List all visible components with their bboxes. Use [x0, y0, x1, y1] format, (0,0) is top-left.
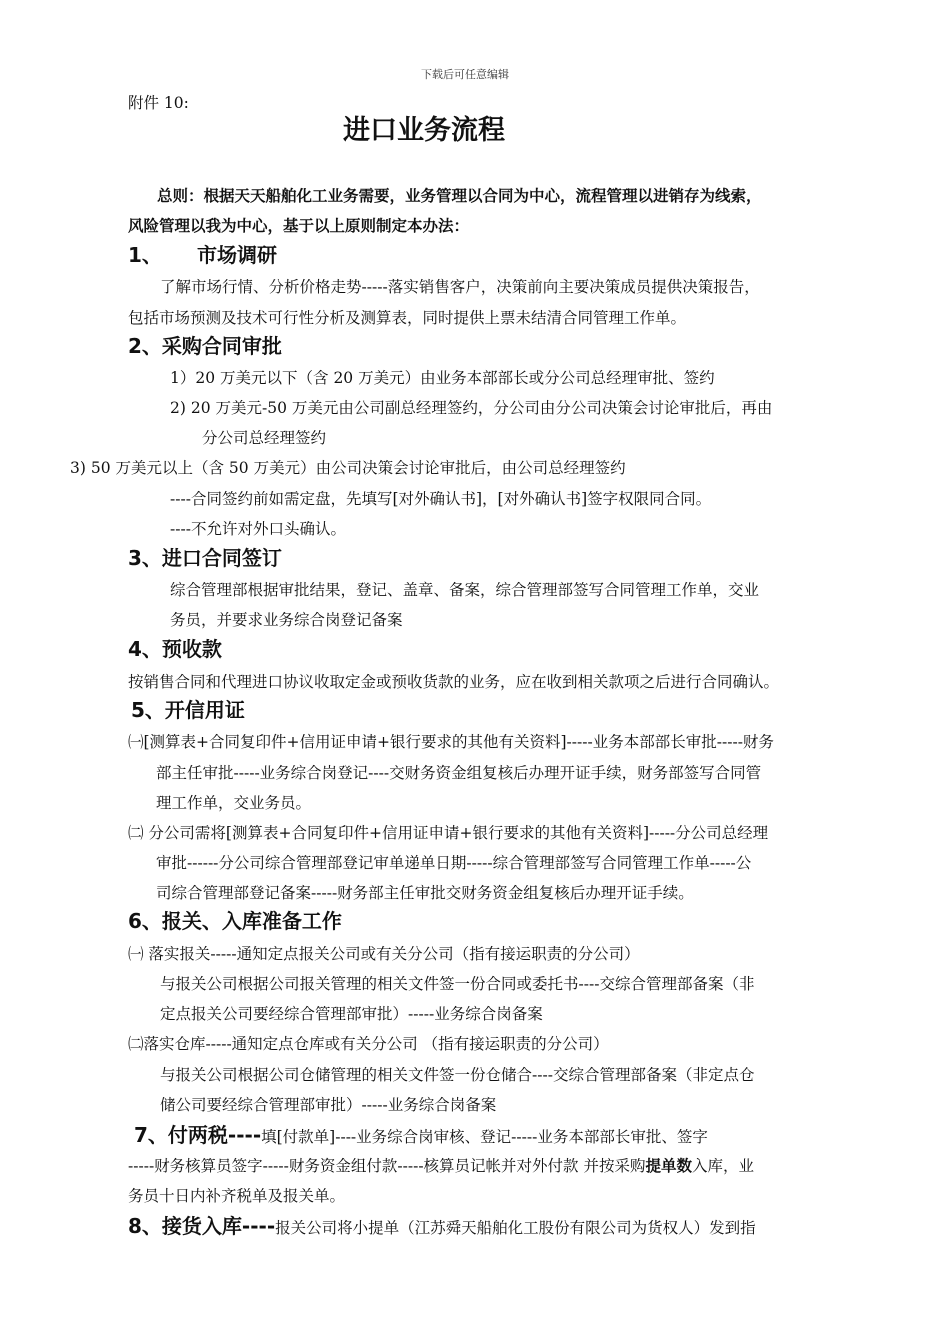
section-3-line-2: 务员，并要求业务综合岗登记备案 — [170, 611, 403, 629]
section-1-heading-text: 市场调研 — [197, 243, 277, 267]
header-note: 下载后可任意编辑 — [421, 68, 509, 81]
section-1-heading-num: 1、 — [128, 243, 162, 267]
section-5-p1-line-1: ㈠[测算表+合同复印件+信用证申请+银行要求的其他有关资料]-----业务本部部长审批-----财务 — [128, 733, 774, 751]
intro-line-1: 总则：根据天天船舶化工业务需要，业务管理以合同为中心，流程管理以进销存为线索， — [157, 186, 762, 205]
section-6-heading: 6、报关、入库准备工作 — [128, 909, 342, 933]
section-7-line-2a: -----财务核算员签字-----财务资金组付款-----核算员记帐并对外付款 并按采购 — [128, 1157, 646, 1175]
section-7-line-3: 务员十日内补齐税单及报关单。 — [128, 1187, 346, 1205]
section-6-p1-line-3: 定点报关公司要经综合管理部审批）-----业务综合岗备案 — [160, 1005, 543, 1023]
section-5-p2-line-1: ㈡ 分公司需将[测算表+合同复印件+信用证申请+银行要求的其他有关资料]-----分公司总经理 — [128, 824, 769, 842]
section-6-p1-line-2: 与报关公司根据公司报关管理的相关文件签一份合同或委托书----交综合管理部备案（非 — [160, 975, 755, 993]
section-1-line-2: 包括市场预测及技术可行性分析及测算表，同时提供上票未结清合同管理工作单。 — [128, 309, 687, 327]
section-7-line-2c: 入库，业 — [692, 1157, 755, 1175]
page-title: 进口业务流程 — [343, 115, 505, 146]
section-2-item-1: 1）20 万美元以下（含 20 万美元）由业务本部部长或分公司总经理审批、签约 — [170, 369, 715, 387]
section-2-item-3: 3) 50 万美元以上（含 50 万美元）由公司决策会讨论审批后，由公司总经理签约 — [70, 459, 626, 477]
intro-line-2: 风险管理以我为中心，基于以上原则制定本办法： — [128, 216, 470, 235]
section-6-p2-line-1: ㈡落实仓库-----通知定点仓库或有关分公司 （指有接运职责的分公司） — [128, 1035, 609, 1053]
section-3-heading: 3、进口合同签订 — [128, 546, 282, 570]
section-8-heading-rest: 报关公司将小提单（江苏舜天船舶化工股份有限公司为货权人）发到指 — [275, 1219, 756, 1237]
section-6-p1-line-1: ㈠ 落实报关-----通知定点报关公司或有关分公司（指有接运职责的分公司） — [128, 945, 640, 963]
section-3-line-1: 综合管理部根据审批结果，登记、盖章、备案，综合管理部签写合同管理工作单，交业 — [170, 581, 760, 599]
section-6-p2-line-3: 储公司要经综合管理部审批）-----业务综合岗备案 — [160, 1096, 497, 1114]
section-7-heading-row — [134, 1122, 708, 1148]
section-1-line-1: 了解市场行情、分析价格走势-----落实销售客户，决策前向主要决策成员提供决策报告， — [160, 278, 760, 296]
section-2-item-2b: 分公司总经理签约 — [202, 429, 327, 447]
section-4-heading: 4、预收款 — [128, 637, 222, 661]
section-5-p1-line-2: 部主任审批-----业务综合岗登记----交财务资金组复核后办理开证手续，财务部签写合同管 — [156, 764, 762, 782]
section-8-heading-row — [128, 1213, 756, 1239]
section-7-line-2 — [128, 1155, 754, 1177]
section-2-note-2: ----不允许对外口头确认。 — [170, 520, 346, 538]
section-5-heading: 5、开信用证 — [131, 698, 245, 722]
section-5-p2-line-3: 司综合管理部登记备案-----财务部主任审批交财务资金组复核后办理开证手续。 — [156, 884, 694, 902]
section-2-heading: 2、采购合同审批 — [128, 334, 282, 358]
section-6-p2-line-2: 与报关公司根据公司仓储管理的相关文件签一份仓储合----交综合管理部备案（非定点仓 — [160, 1066, 755, 1084]
section-7-heading-rest: 填[付款单]----业务综合岗审核、登记-----业务本部部长审批、签字 — [261, 1128, 708, 1146]
attachment-label: 附件 10: — [128, 94, 189, 112]
section-2-note-1: ----合同签约前如需定盘，先填写[对外确认书]，[对外确认书]签字权限同合同。 — [170, 490, 712, 508]
section-8-heading: 8、接货入库---- — [128, 1214, 276, 1238]
section-4-line-1: 按销售合同和代理进口协议收取定金或预收货款的业务，应在收到相关款项之后进行合同确认。 — [128, 673, 780, 691]
section-5-p1-line-3: 理工作单，交业务员。 — [156, 794, 312, 812]
section-5-p2-line-2: 审批------分公司综合管理部登记审单递单日期-----综合管理部签写合同管理工作单-----公 — [156, 854, 752, 872]
section-7-heading: 7、付两税---- — [134, 1123, 262, 1147]
section-2-item-2a: 2) 20 万美元-50 万美元由公司副总经理签约，分公司由分公司决策会讨论审批后，再由 — [170, 399, 773, 417]
section-7-line-2b: 提单数 — [645, 1156, 693, 1175]
